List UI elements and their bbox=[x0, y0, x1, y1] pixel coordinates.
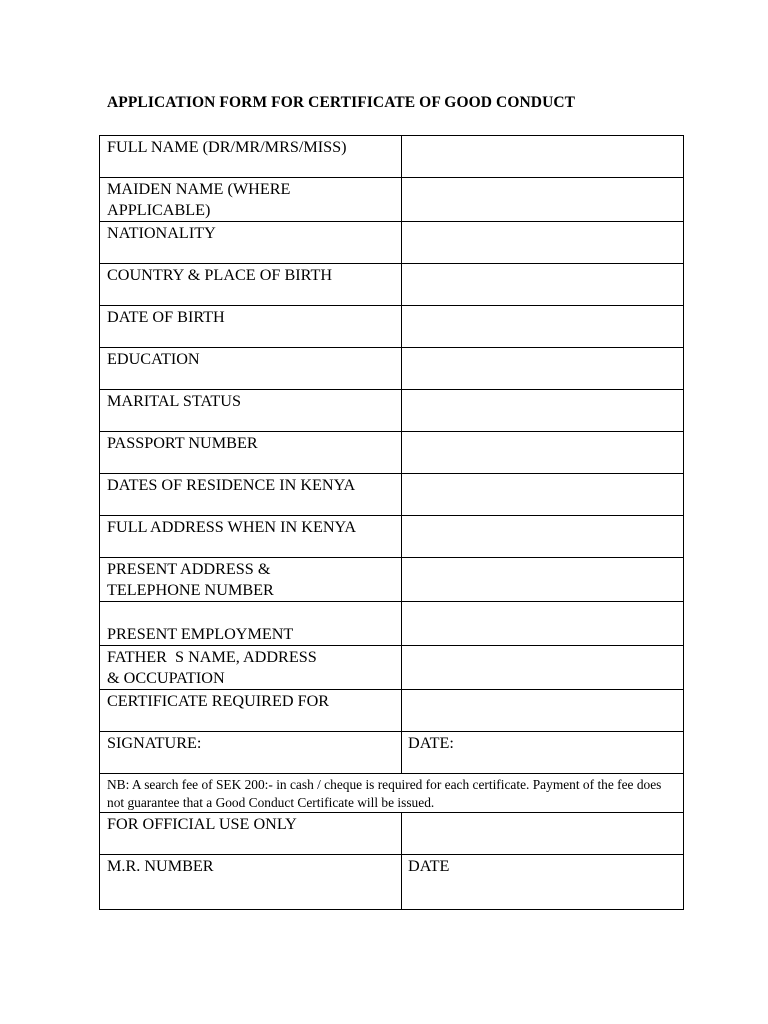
field-label-dates-of-residence bbox=[100, 474, 402, 516]
date-of-birth-field[interactable] bbox=[402, 306, 684, 348]
field-label-certificate-required-for bbox=[100, 690, 402, 732]
official-date-field[interactable] bbox=[402, 855, 684, 910]
form-row-father-details bbox=[100, 646, 684, 690]
full-address-kenya-field[interactable] bbox=[402, 516, 684, 558]
form-row-full-address-kenya bbox=[100, 516, 684, 558]
label-line: CERTIFICATE REQUIRED FOR bbox=[107, 692, 330, 710]
form-row-education bbox=[100, 348, 684, 390]
label-line: & OCCUPATION bbox=[107, 669, 225, 687]
full-name-field[interactable] bbox=[402, 136, 684, 178]
signature-field[interactable] bbox=[100, 732, 402, 774]
field-label-nationality bbox=[100, 222, 402, 264]
signature-label: SIGNATURE: bbox=[107, 734, 202, 752]
form-row-date-of-birth bbox=[100, 306, 684, 348]
certificate-required-for-field[interactable] bbox=[402, 690, 684, 732]
official-use-heading bbox=[100, 813, 402, 855]
official-date-label: DATE bbox=[408, 857, 450, 875]
label-line: NATIONALITY bbox=[107, 224, 216, 242]
present-address-field[interactable] bbox=[402, 558, 684, 602]
label-line: FULL ADDRESS WHEN IN KENYA bbox=[107, 518, 357, 536]
education-field[interactable] bbox=[402, 348, 684, 390]
dates-of-residence-field[interactable] bbox=[402, 474, 684, 516]
label-line: FATHER S NAME, ADDRESS bbox=[107, 648, 317, 666]
nationality-field[interactable] bbox=[402, 222, 684, 264]
label-line: DATE OF BIRTH bbox=[107, 308, 225, 326]
official-use-field bbox=[402, 813, 684, 855]
form-row-present-address bbox=[100, 558, 684, 602]
field-label-date-of-birth bbox=[100, 306, 402, 348]
form-row-maiden-name bbox=[100, 178, 684, 222]
field-label-present-employment bbox=[100, 602, 402, 646]
label-line: DATES OF RESIDENCE IN KENYA bbox=[107, 476, 356, 494]
form-row-nationality bbox=[100, 222, 684, 264]
form-title: APPLICATION FORM FOR CERTIFICATE OF GOOD CONDUCT bbox=[107, 94, 576, 111]
form-row-mr-number bbox=[100, 855, 684, 910]
fee-note: NB: A search fee of SEK 200:- in cash / cheque is required for each certificate. Payment of the fee does not guarantee that a Good Conduct Certificate will be issued. bbox=[100, 774, 684, 813]
form-row-certificate-required-for bbox=[100, 690, 684, 732]
field-label-passport-number bbox=[100, 432, 402, 474]
form-row-signature bbox=[100, 732, 684, 774]
field-label-maiden-name bbox=[100, 178, 402, 222]
label-line: EDUCATION bbox=[107, 350, 200, 368]
label-line: MAIDEN NAME (WHERE bbox=[107, 180, 291, 198]
field-label-present-address bbox=[100, 558, 402, 602]
label-line: COUNTRY & PLACE OF BIRTH bbox=[107, 266, 333, 284]
form-row-official-heading bbox=[100, 813, 684, 855]
mr-number-label: M.R. NUMBER bbox=[107, 857, 214, 875]
field-label-father-details bbox=[100, 646, 402, 690]
official-use-label: FOR OFFICIAL USE ONLY bbox=[107, 815, 297, 833]
label-line: TELEPHONE NUMBER bbox=[107, 581, 274, 599]
field-label-full-name bbox=[100, 136, 402, 178]
label-line: FULL NAME (DR/MR/MRS/MISS) bbox=[107, 138, 347, 156]
field-label-education bbox=[100, 348, 402, 390]
marital-status-field[interactable] bbox=[402, 390, 684, 432]
country-place-of-birth-field[interactable] bbox=[402, 264, 684, 306]
present-employment-field[interactable] bbox=[402, 602, 684, 646]
application-form-table bbox=[99, 135, 684, 910]
signature-date-field[interactable] bbox=[402, 732, 684, 774]
label-line: APPLICABLE) bbox=[107, 201, 211, 219]
passport-number-field[interactable] bbox=[402, 432, 684, 474]
father-details-field[interactable] bbox=[402, 646, 684, 690]
label-line: PASSPORT NUMBER bbox=[107, 434, 258, 452]
form-row-full-name bbox=[100, 136, 684, 178]
field-label-marital-status bbox=[100, 390, 402, 432]
label-line bbox=[107, 603, 401, 624]
label-line: MARITAL STATUS bbox=[107, 392, 241, 410]
field-label-country-place-of-birth bbox=[100, 264, 402, 306]
form-row-note bbox=[100, 774, 684, 813]
label-line: PRESENT EMPLOYMENT bbox=[107, 625, 294, 643]
form-row-dates-of-residence bbox=[100, 474, 684, 516]
mr-number-field[interactable] bbox=[100, 855, 402, 910]
form-row-present-employment bbox=[100, 602, 684, 646]
form-row-passport-number bbox=[100, 432, 684, 474]
field-label-full-address-kenya bbox=[100, 516, 402, 558]
maiden-name-field[interactable] bbox=[402, 178, 684, 222]
label-line: PRESENT ADDRESS & bbox=[107, 560, 271, 578]
signature-date-label: DATE: bbox=[408, 734, 454, 752]
form-row-marital-status bbox=[100, 390, 684, 432]
form-row-country-place-of-birth bbox=[100, 264, 684, 306]
